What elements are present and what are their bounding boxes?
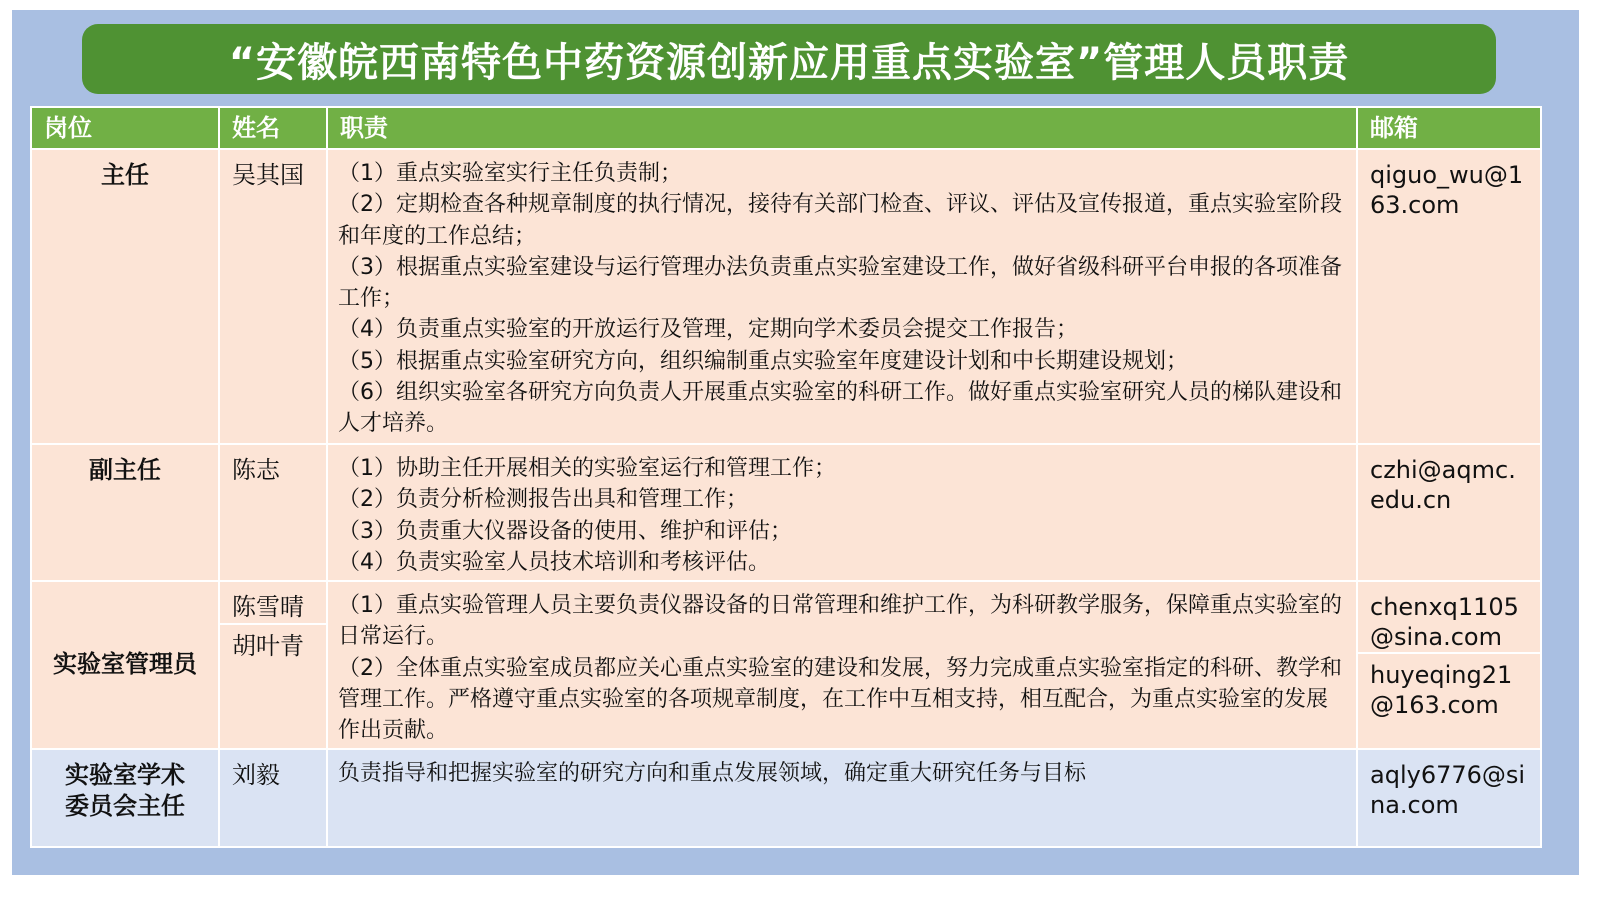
email-cell[interactable]: czhi@aqmc.edu.cn: [1357, 444, 1541, 581]
header-email: 邮箱: [1357, 107, 1541, 149]
duty-item: （4）负责实验室人员技术培训和考核评估。: [338, 549, 770, 575]
table-row: [31, 444, 1541, 581]
duty-item: （2）负责分析检测报告出具和管理工作；: [338, 487, 748, 513]
header-name: 姓名: [219, 107, 327, 149]
duties-table: [30, 106, 1542, 848]
duty-item: （3）根据重点实验室建设与运行管理办法负责重点实验室建设工作，做好省级科研平台申报的各项准备工作；: [338, 254, 1343, 312]
duty-item: （1）重点实验管理人员主要负责仪器设备的日常管理和维护工作，为科研教学服务，保障重点实验室的日常运行。: [338, 593, 1343, 650]
email-cell[interactable]: aqly6776@sina.com: [1357, 749, 1541, 847]
position-cell: 实验室管理员: [31, 581, 219, 749]
table-row: [31, 749, 1541, 847]
duty-item: （5）根据重点实验室研究方向，组织编制重点实验室年度建设计划和中长期建设规划；: [338, 348, 1188, 374]
position-cell: 实验室学术委员会主任: [31, 749, 219, 847]
email-item[interactable]: huyeqing21@163.com: [1358, 652, 1540, 720]
name-cell: 刘毅: [219, 749, 327, 847]
table-header-row: [31, 107, 1541, 149]
name-cell: [219, 581, 327, 749]
duty-cell: [327, 581, 1357, 749]
name-item: 陈雪晴: [232, 593, 304, 621]
name-cell: 吴其国: [219, 149, 327, 444]
duty-cell: [327, 149, 1357, 444]
duty-item: （6）组织实验室各研究方向负责人开展重点实验室的科研工作。做好重点实验室研究人员的梯队建设和人才培养。: [338, 380, 1343, 437]
duty-item: （4）负责重点实验室的开放运行及管理，定期向学术委员会提交工作报告；: [338, 317, 1078, 343]
page-title: “安徽皖西南特色中药资源创新应用重点实验室”管理人员职责: [82, 24, 1496, 94]
header-duty: 职责: [327, 107, 1357, 149]
position-cell: 主任: [31, 149, 219, 444]
duty-item: （3）负责重大仪器设备的使用、维护和评估；: [338, 518, 792, 544]
name-cell: 陈志: [219, 444, 327, 581]
duty-item: （2）定期检查各种规章制度的执行情况，接待有关部门检查、评议、评估及宣传报道，重点实验室阶段和年度的工作总结；: [338, 192, 1343, 249]
duty-cell: [327, 749, 1357, 847]
duty-item: （1）重点实验室实行主任负责制；: [338, 161, 682, 186]
email-cell[interactable]: qiguo_wu@163.com: [1357, 149, 1541, 444]
duty-item: 负责指导和把握实验室的研究方向和重点发展领域，确定重大研究任务与目标: [338, 761, 1087, 786]
duty-cell: [327, 444, 1357, 581]
position-cell: 副主任: [31, 444, 219, 581]
table-row: [31, 581, 1541, 749]
email-item[interactable]: chenxq1105@sina.com: [1370, 593, 1519, 651]
table-row: [31, 149, 1541, 444]
header-position: 岗位: [31, 107, 219, 149]
name-item: 胡叶青: [220, 623, 326, 662]
email-cell: [1357, 581, 1541, 749]
duty-item: （2）全体重点实验室成员都应关心重点实验室的建设和发展，努力完成重点实验室指定的科研、教学和管理工作。严格遵守重点实验室的各项规章制度，在工作中互相支持，相互配合，为重点实验室的发展作出贡献。: [338, 655, 1343, 744]
duty-item: （1）协助主任开展相关的实验室运行和管理工作；: [338, 456, 836, 481]
